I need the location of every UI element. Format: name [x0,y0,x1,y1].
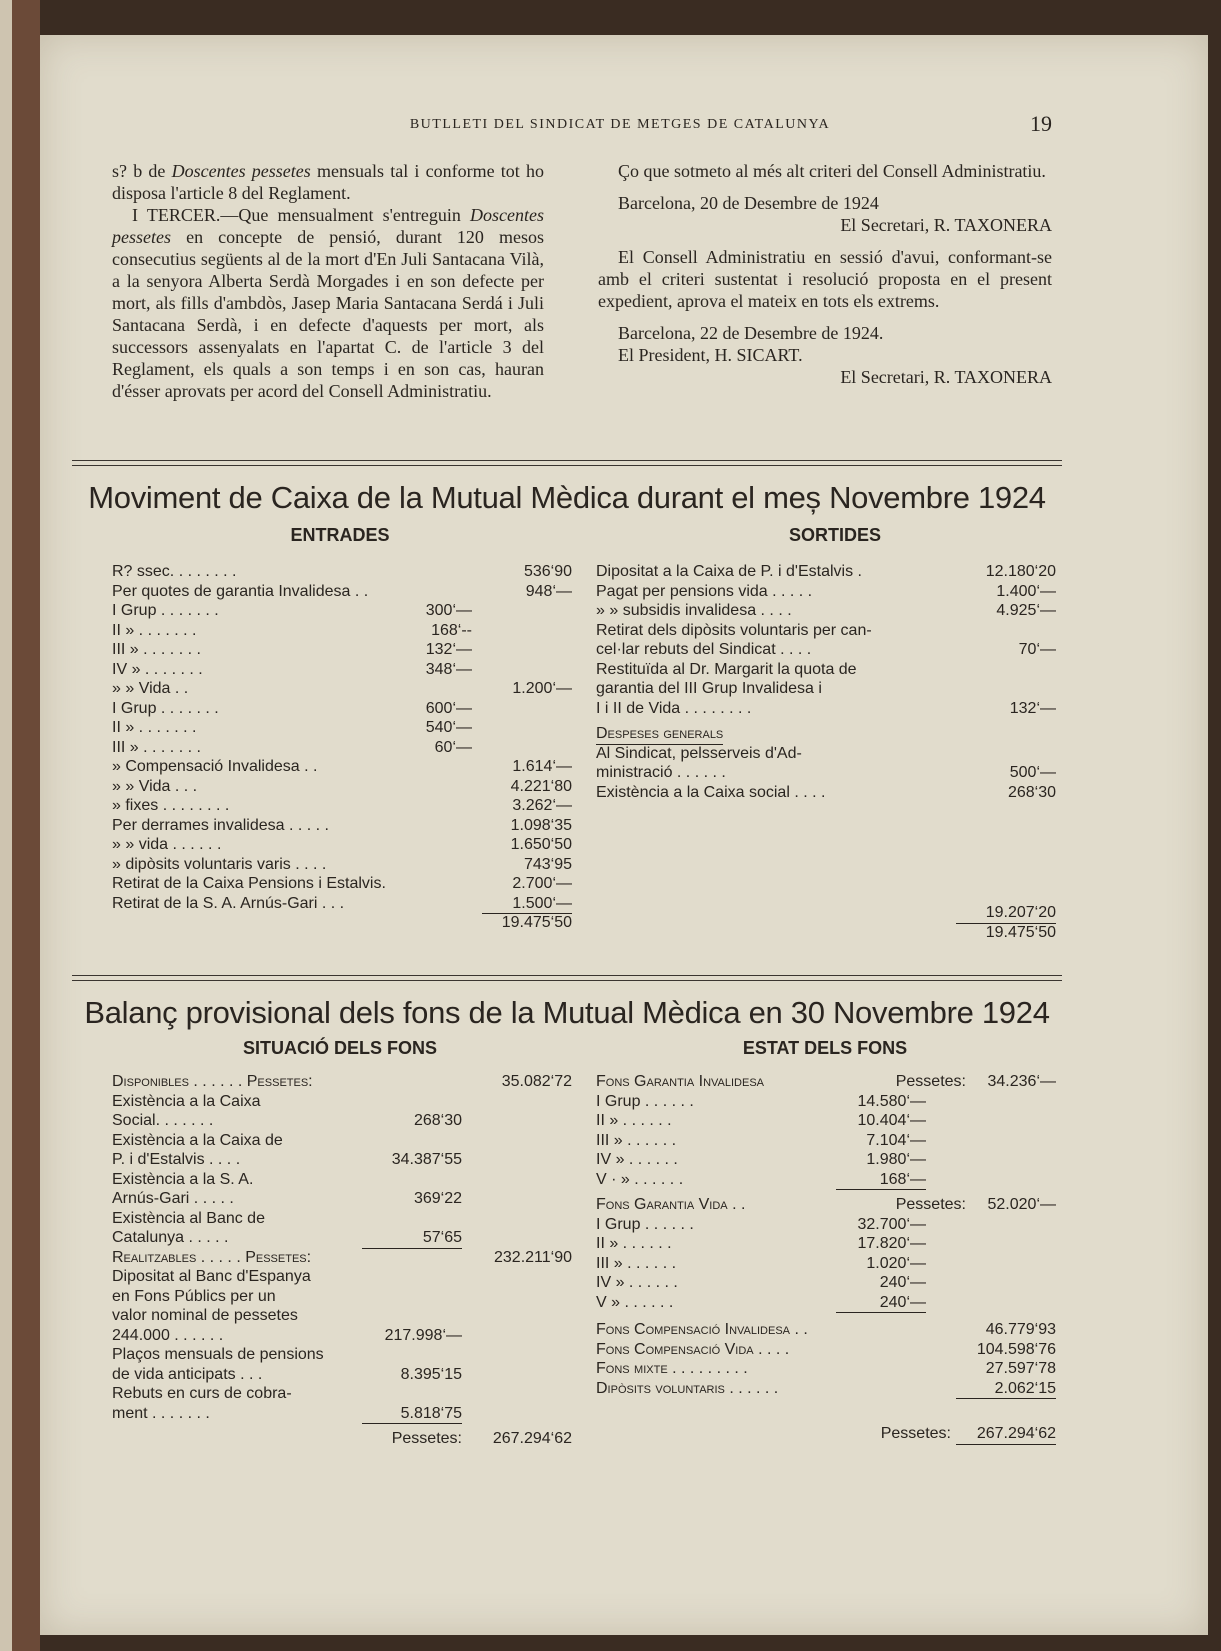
sortida-label: cel·lar rebuts del Sindicat . . . . [596,641,812,658]
despesa-amount: 268‘30 [1007,783,1056,801]
table-row [596,1215,1056,1235]
realitzables-label: Realitzables . . . . . Pessetes: [112,1248,312,1266]
table-row [596,738,1056,762]
grup-amount: 7.104‘— [866,1131,926,1149]
table-row [112,757,572,777]
table-row [112,816,572,836]
running-head: BUTLLETI DEL SINDICAT DE METGES DE CATALUNYA [409,117,831,132]
disponible-amount: 369‘22 [413,1190,462,1207]
estat-heading: ESTAT DELS FONS [742,1038,908,1058]
table-row [112,913,572,933]
top-right-column [598,160,1052,388]
entry-label: II » . . . . . . . [112,621,197,639]
situacio-heading: SITUACIÓ DELS FONS [242,1038,437,1058]
table-row [112,1429,572,1449]
fons-label: Fons Compensació Vida . . . . [596,1340,790,1358]
disponible-label: Existència a la Caixa [112,1092,261,1110]
entry-amount: 132‘— [425,641,472,658]
table-row [112,1170,572,1190]
realitzable-label: en Fons Públics per un [112,1287,276,1305]
grup-amount: 1.980‘— [866,1151,926,1168]
table-row [112,1209,572,1229]
table-row [596,1234,1056,1254]
table-row [112,1111,572,1131]
entry-total: 1.650‘50 [510,836,572,853]
garantia-vida-total: 52.020‘— [987,1196,1056,1213]
garantia-vida-label: Fons Garantia Vida . . [596,1196,746,1213]
garantia-inv-pess: Pessetes: [895,1073,966,1090]
sortida-label: I i II de Vida . . . . . . . . [596,699,752,717]
date-line-2: Barcelona, 22 de Desembre de 1924. [618,323,884,343]
table-row [596,718,1056,742]
estat-total-label: Pessetes: [880,1425,951,1442]
table-row [112,855,572,875]
table-row [112,894,572,914]
entry-amount: 600‘— [425,699,472,717]
table-row [112,738,572,758]
disponible-label: Catalunya . . . . . [112,1229,229,1246]
entry-amount: 168‘-- [431,621,472,639]
table-row [596,1424,1056,1444]
despesa-label: Existència a la Caixa social . . . . [596,783,826,801]
double-rule [72,460,1062,466]
table-row [112,718,572,738]
balanc-heading: Balanç provisional dels fons de la Mutual Mèdica en 30 Novembre 1924 [84,995,1050,1030]
sortida-amount: 132‘— [1009,699,1056,717]
entry-total: 948‘— [525,582,572,600]
grup-label: V » . . . . . . [596,1293,674,1311]
table-row [112,796,572,816]
table-row [596,1195,1056,1215]
realitzable-label: Rebuts en curs de cobra- [112,1385,292,1402]
entry-total: 1.098‘35 [510,816,572,834]
table-row [596,582,1056,602]
table-row [112,777,572,797]
table-row [596,1293,1056,1313]
page-number: 19 [1030,111,1052,136]
sortida-amount: 12.180‘20 [985,563,1056,580]
disponible-label: Social. . . . . . . [112,1112,214,1129]
grup-label: II » . . . . . . [596,1112,672,1129]
table-row [112,1384,572,1404]
despesa-label: ministració . . . . . . [596,764,726,781]
table-row [112,1365,572,1385]
entry-total: 1.614‘— [512,758,572,775]
grup-label: III » . . . . . . [596,1131,677,1149]
sortida-label: garantia del III Grup Invalidesa i [596,680,822,697]
estat-total: 267.294‘62 [956,1424,1056,1445]
realitzable-label: ment . . . . . . . [112,1404,210,1422]
grup-amount: 14.580‘— [857,1092,926,1110]
table-row [112,582,572,602]
fons-label: Dipòsits voluntaris . . . . . . [596,1379,779,1397]
entry-amount: 300‘— [425,602,472,619]
table-row [596,1273,1056,1293]
grup-label: I Grup . . . . . . [596,1215,694,1233]
entry-label: Per quotes de garantia Invalidesa . . [112,582,369,600]
fons-label: Fons Compensació Invalidesa . . [596,1321,808,1338]
garantia-inv-total: 34.236‘— [987,1073,1056,1090]
table-row [112,621,572,641]
table-row [112,1228,572,1248]
table-row [596,621,1056,641]
table-row [596,757,1056,781]
table-row [596,1170,1056,1190]
sortida-label: Retirat dels dipòsits voluntaris per can- [596,621,872,639]
grup-amount: 240‘— [836,1293,926,1314]
entry-total: 1.200‘— [512,680,572,697]
grup-amount: 10.404‘— [857,1112,926,1129]
table-row [596,1254,1056,1274]
top-left-column: s? b de Doscentes pessetes mensuals tal i conforme tot ho disposa l'article 8 del Reglament. I TERCER.—Que mensualment s'entreguin Doscentes pessetes en concepte de pensió, durant 120 mesos consecutius següents al de la mort d'En Juli Santacana Vilà, a la senyora Alberta Serdà Morgades i en son defecte per mort, als fills d'ambdòs, Jasep Maria Santacana Serdá i Juli Santacana Serdà, i en defecte d'aquests per mort, als successors assenyalats en l'apartat C. de l'article 3 del Reglament, els quals a son temps i en son cas, hauran d'ésser aprovats per acord del Consell Administratiu. [112,161,545,401]
disponible-amount: 57‘65 [362,1228,462,1249]
disponible-label: Existència a la Caixa de [112,1131,283,1149]
sortida-label: Dipositat a la Caixa de P. i d'Estalvis . [596,563,862,580]
table-row [596,660,1056,680]
grup-label: III » . . . . . . [596,1254,677,1272]
table-row [596,1150,1056,1170]
report-paragraph: Ço que sotmeto al més alt criteri del Consell Administratiu. [618,161,1046,181]
sortides-total: 19.475‘50 [985,923,1056,941]
table-row [596,1379,1056,1399]
entry-label: » dipòsits voluntaris varis . . . . [112,855,327,873]
table-row [596,562,1056,582]
realitzable-label: de vida anticipats . . . [112,1365,263,1383]
estat-table [596,1072,1056,1444]
table-row [596,679,1056,699]
entrades-total: 19.475‘50 [501,914,572,931]
table-row [112,1092,572,1112]
disponibles-total: 35.082‘72 [501,1073,572,1090]
table-row [596,1340,1056,1360]
situacio-table [112,1072,572,1449]
grup-label: II » . . . . . . [596,1235,672,1252]
entry-label: III » . . . . . . . [112,738,201,756]
table-row [596,1359,1056,1379]
table-row [112,601,572,621]
entry-total: 3.262‘— [512,797,572,814]
table-row [112,699,572,719]
entry-label: Retirat de la S. A. Arnús-Gari . . . [112,894,345,912]
entry-label: » » Vida . . [112,680,189,697]
book-spine [0,0,40,1651]
entry-total: 1.500‘— [482,894,572,915]
entry-label: Per derrames invalidesa . . . . . [112,816,329,834]
table-row [112,1306,572,1326]
entry-amount: 60‘— [434,738,472,756]
realitzable-label: 244.000 . . . . . . [112,1326,224,1344]
sortida-amount: 70‘— [1018,641,1056,658]
realitzable-label: valor nominal de pessetes [112,1307,298,1324]
table-row [112,1404,572,1424]
sortides-heading: SORTIDES [788,525,881,545]
table-row [112,1287,572,1307]
realitzables-total: 232.211‘90 [494,1248,572,1266]
entry-label: » Compensació Invalidesa . . [112,758,318,775]
entry-total: 4.221‘80 [510,777,572,795]
sortides-table [596,562,1056,942]
table-row [112,1248,572,1268]
entry-label: R? ssec. . . . . . . . [112,563,237,580]
entry-total: 536‘90 [523,563,572,580]
entry-label: I Grup . . . . . . . [112,699,219,717]
double-rule-2 [72,975,1062,981]
table-row [112,1326,572,1346]
entry-label: » fixes . . . . . . . . [112,797,230,814]
entrades-heading: ENTRADES [290,525,390,545]
secretary-line: El Secretari, R. TAXONERA [840,367,1052,387]
table-row [112,1072,572,1092]
entry-amount: 348‘— [425,660,472,678]
grup-label: IV » . . . . . . [596,1274,678,1291]
table-row [112,1267,572,1287]
sortida-label: Restituïda al Dr. Margarit la quota de [596,660,857,678]
disponible-label: Existència a la S. A. [112,1170,254,1188]
table-row [112,1345,572,1365]
realitzable-amount: 8.395‘15 [400,1365,462,1383]
table-row [112,679,572,699]
table-row [112,1189,572,1209]
grup-amount: 1.020‘— [866,1254,926,1272]
garantia-vida-pess: Pessetes: [895,1196,966,1213]
entry-total: 2.700‘— [512,875,572,892]
table-row [596,1131,1056,1151]
date-line: Barcelona, 20 de Desembre de 1924 [618,193,879,213]
realitzable-amount: 5.818‘75 [362,1404,462,1425]
entry-label: II » . . . . . . . [112,719,197,736]
table-row [596,1320,1056,1340]
fons-amount: 27.597‘78 [985,1360,1056,1377]
grup-amount: 17.820‘— [857,1235,926,1252]
table-row [596,903,1056,923]
table-row [112,835,572,855]
entry-label: Retirat de la Caixa Pensions i Estalvis. [112,875,386,892]
entry-amount: 540‘— [425,719,472,736]
sortides-subtotal: 19.207‘20 [956,903,1056,924]
disponible-label: Existència al Banc de [112,1209,265,1227]
disponible-label: P. i d'Estalvis . . . . [112,1151,241,1168]
disponible-label: Arnús-Gari . . . . . [112,1190,234,1207]
sortida-amount: 1.400‘— [996,582,1056,600]
entry-label: I Grup . . . . . . . [112,602,219,619]
table-row [112,562,572,582]
table-row [596,1111,1056,1131]
despesa-amount: 500‘— [1009,764,1056,781]
signature-line: El Secretari, R. TAXONERA [840,215,1052,235]
sortida-label: Pagat per pensions vida . . . . . [596,582,813,600]
entrades-table [112,562,572,933]
entry-total: 743‘95 [523,855,572,873]
table-row [112,874,572,894]
grup-amount: 32.700‘— [857,1215,926,1233]
grup-label: I Grup . . . . . . [596,1092,694,1110]
fons-amount: 104.598‘76 [976,1340,1056,1358]
grup-label: V · » . . . . . . [596,1170,684,1188]
fons-label: Fons mixte . . . . . . . . . [596,1360,748,1377]
disponible-amount: 34.387‘55 [391,1151,462,1168]
entry-label: » » vida . . . . . . [112,836,222,853]
disponible-amount: 268‘30 [413,1112,462,1129]
table-row [596,1072,1056,1092]
fons-amount: 46.779‘93 [985,1321,1056,1338]
sortida-amount: 4.925‘— [996,602,1056,619]
situacio-total: 267.294‘62 [492,1430,572,1447]
entry-label: » » Vida . . . [112,777,198,795]
grup-label: IV » . . . . . . [596,1151,678,1168]
realitzable-label: Plaços mensuals de pensions [112,1346,324,1363]
disponibles-label: Disponibles . . . . . . Pessetes: [112,1073,313,1090]
situacio-total-label: Pessetes: [391,1430,462,1447]
table-row [596,1092,1056,1112]
table-row [112,1150,572,1170]
moviment-heading: Moviment de Caixa de la Mutual Mèdica durant el meș Novembre 1924 [88,480,1046,515]
table-row [596,601,1056,621]
table-row [596,923,1056,943]
sortida-label: » » subsidis invalidesa . . . . [596,602,792,619]
despesa-label: Al Sindicat, pelsserveis d'Ad- [596,744,802,762]
table-row [112,660,572,680]
table-row [112,640,572,660]
garantia-inv-label: Fons Garantia Invalidesa [596,1073,764,1090]
realitzable-label: Dipositat al Banc d'Espanya [112,1268,311,1285]
table-row [596,640,1056,660]
grup-amount: 240‘— [879,1274,926,1291]
fons-amount: 2.062‘15 [956,1379,1056,1400]
despeses-heading: Despeses generals [596,724,723,745]
council-paragraph: El Consell Administratiu en sessió d'avui, conformant-se amb el criteri sustentat i resolució proposta en el present expedient, aprova el mateix en tots els extrems. [598,247,1052,311]
president-line: El President, H. SICART. [618,345,803,365]
table-row [596,777,1056,801]
entry-label: IV » . . . . . . . [112,660,203,678]
realitzable-amount: 217.998‘— [384,1326,462,1344]
grup-amount: 168‘— [836,1170,926,1191]
entry-label: III » . . . . . . . [112,641,201,658]
table-row [596,699,1056,719]
table-row [112,1131,572,1151]
